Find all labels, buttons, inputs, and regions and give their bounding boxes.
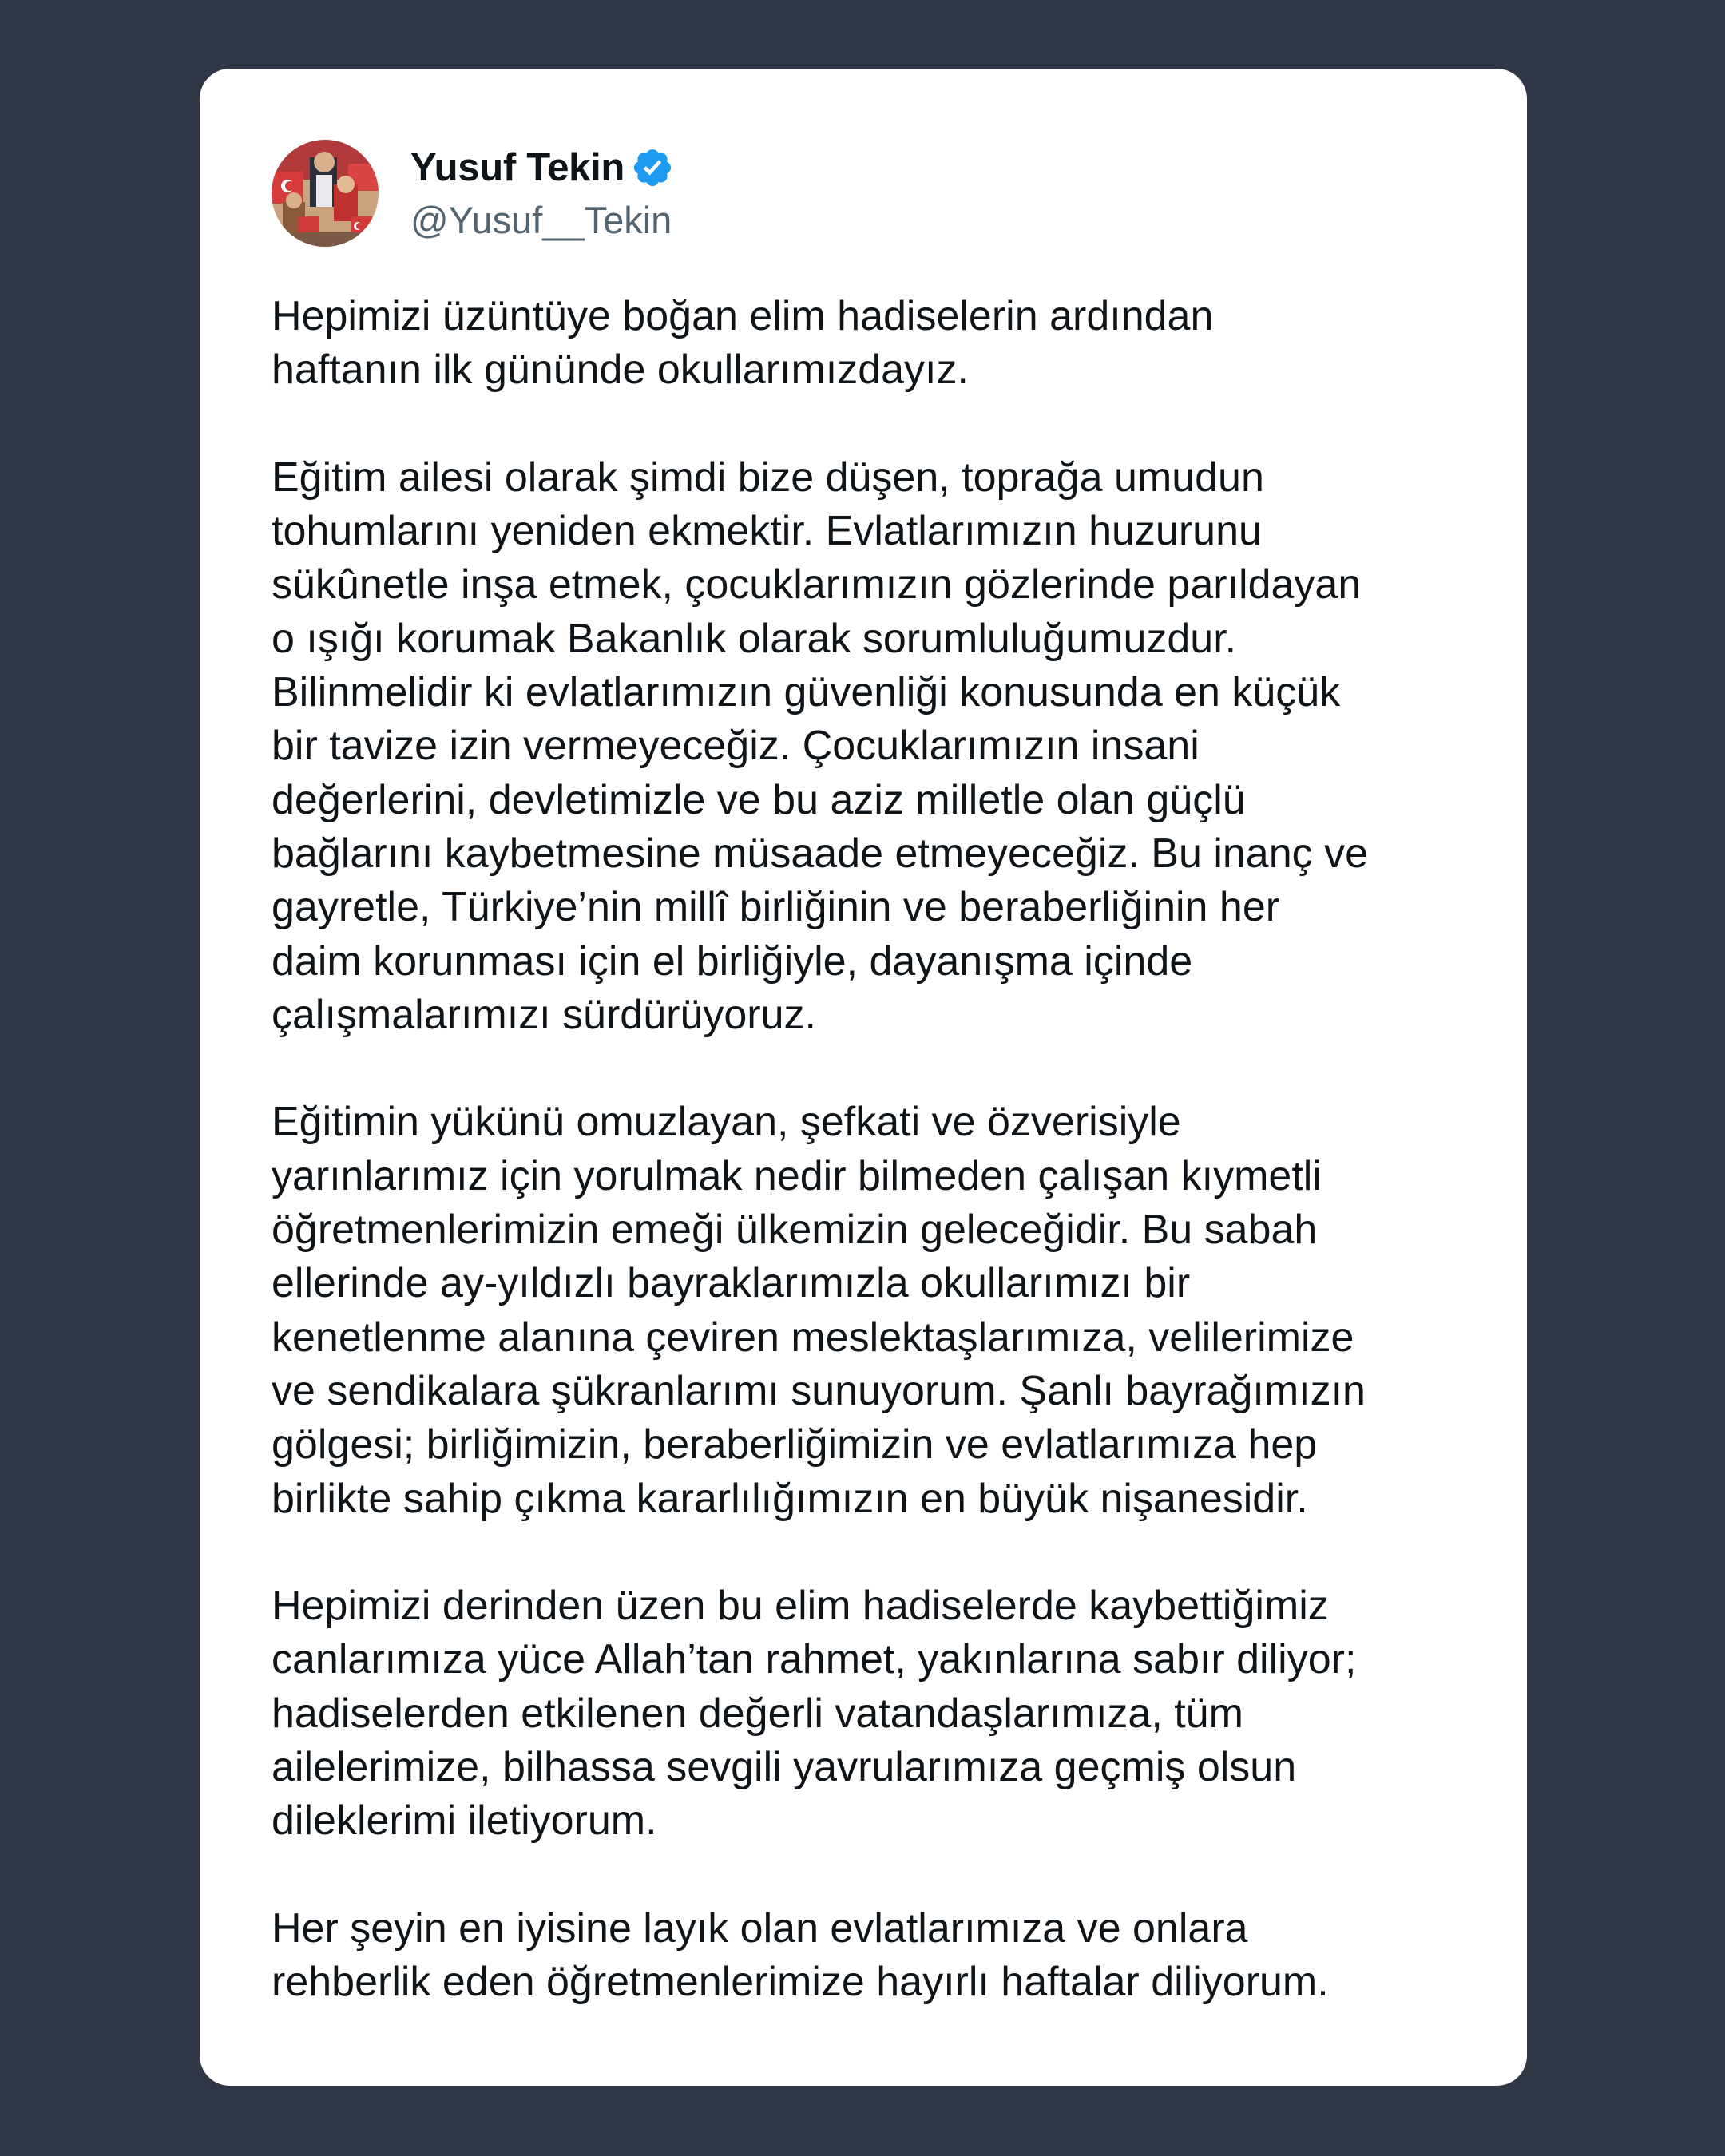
post-text	[272, 290, 1493, 2063]
paragraph	[272, 1096, 1493, 1525]
text-line: değerlerini, devletimizle ve bu aziz milletle olan güçlü	[272, 776, 1246, 823]
text-line: çalışmalarımızı sürdürüyoruz.	[272, 991, 816, 1038]
text-line: gayretle, Türkiye’nin millî birliğinin ve beraberliğinin her	[272, 884, 1280, 931]
text-line: bağlarını kaybetmesine müsaade etmeyeceğiz. Bu inanç ve	[272, 830, 1368, 877]
text-line: öğretmenlerimizin emeği ülkemizin geleceğidir. Bu sabah	[272, 1207, 1318, 1254]
text-line: ve sendikalara şükranlarımı sunuyorum. Şanlı bayrağımızın	[272, 1367, 1366, 1414]
text-line: ailelerimize, bilhassa sevgili yavrularımıza geçmiş olsun	[272, 1744, 1297, 1791]
text-line: gölgesi; birliğimizin, beraberliğimizin ve evlatlarımıza hep	[272, 1421, 1318, 1468]
paragraph	[272, 290, 1493, 398]
text-line: Hepimizi üzüntüye boğan elim hadiselerin ardından	[272, 293, 1214, 339]
text-line: Hepimizi derinden üzen bu elim hadiselerde kaybettiğimiz	[272, 1583, 1329, 1630]
text-line: sükûnetle inşa etmek, çocuklarımızın gözlerinde parıldayan	[272, 561, 1362, 608]
text-line: birlikte sahip çıkma kararlılığımızın en büyük nişanesidir.	[272, 1475, 1308, 1522]
text-line: canlarımıza yüce Allah’tan rahmet, yakınlarına sabır diliyor;	[272, 1636, 1357, 1683]
text-line: o ışığı korumak Bakanlık olarak sorumluluğumuzdur.	[272, 615, 1237, 662]
text-line: Eğitimin yükünü omuzlayan, şefkati ve özverisiyle	[272, 1099, 1181, 1146]
text-line: Her şeyin en iyisine layık olan evlatlarımıza ve onlara	[272, 1904, 1248, 1952]
text-line: Eğitim ailesi olarak şimdi bize düşen, toprağa umudun	[272, 454, 1264, 501]
text-line: yarınlarımız için yorulmak nedir bilmeden çalışan kıymetli	[272, 1152, 1322, 1199]
paragraph	[272, 1902, 1493, 2010]
verified-badge-icon	[631, 146, 674, 189]
text-line: kenetlenme alanına çeviren meslektaşlarımıza, velilerimize	[272, 1314, 1354, 1361]
text-line: rehberlik eden öğretmenlerimize hayırlı haftalar diliyorum.	[272, 1959, 1329, 2006]
post-header	[272, 139, 674, 248]
text-line: tohumlarını yeniden ekmektir. Evlatlarımızın huzurunu	[272, 508, 1262, 555]
avatar[interactable]	[272, 140, 379, 247]
text-line: Bilinmelidir ki evlatlarımızın güvenliği konusunda en küçük	[272, 669, 1341, 716]
text-line: dileklerimi iletiyorum.	[272, 1797, 657, 1845]
text-line: daim korunması için el birliğiyle, dayanışma içinde	[272, 937, 1193, 985]
name-row	[410, 141, 674, 194]
paragraph	[272, 1579, 1493, 1848]
text-line: hadiselerden etkilenen değerli vatandaşlarımıza, tüm	[272, 1690, 1243, 1737]
text-line: haftanın ilk gününde okullarımızdayız.	[272, 347, 969, 394]
text-line: bir tavize izin vermeyeceğiz. Çocuklarımızın insani	[272, 723, 1200, 770]
post-card	[200, 69, 1527, 2086]
handle[interactable]: @Yusuf__Tekin	[410, 199, 672, 241]
display-name[interactable]: Yusuf Tekin	[410, 146, 625, 189]
paragraph	[272, 451, 1493, 1042]
author-block	[410, 141, 674, 245]
profile-photo-icon	[272, 140, 379, 247]
text-line: ellerinde ay-yıldızlı bayraklarımızla okullarımızı bir	[272, 1260, 1191, 1307]
